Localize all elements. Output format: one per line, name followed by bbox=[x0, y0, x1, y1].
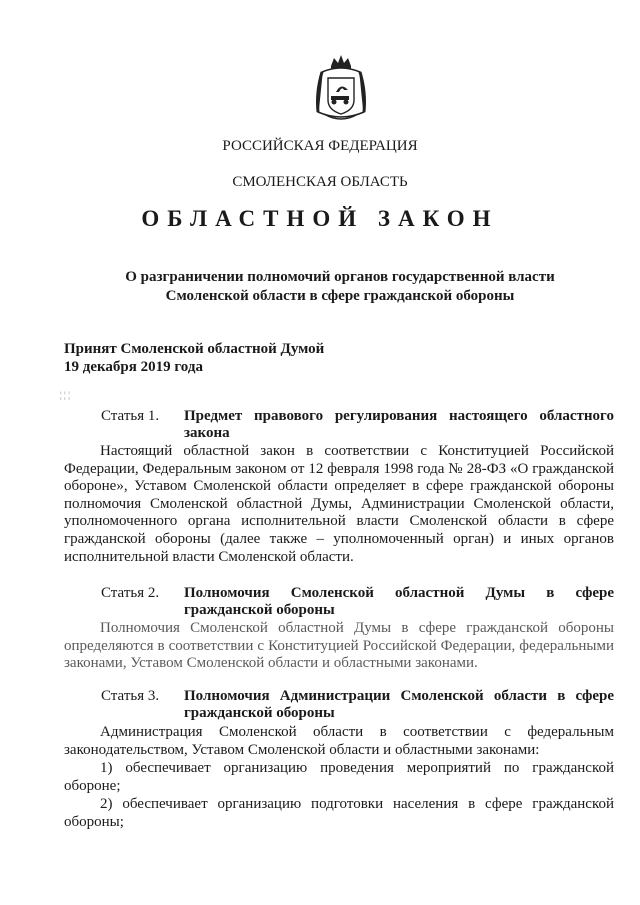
scan-margin-mark: ¦ ¦ ¦ bbox=[60, 390, 70, 400]
article-3-number: Статья 3. bbox=[101, 688, 160, 704]
article-3-paragraph-2: 1) обеспечивает организацию проведения мероприятий по гражданской обороне; bbox=[64, 760, 614, 794]
article-3-title-line-2: гражданской обороны bbox=[184, 705, 335, 721]
coat-of-arms-emblem bbox=[312, 52, 370, 124]
article-2-title-line-2: гражданской обороны bbox=[184, 602, 335, 618]
article-1-title-line-1: Предмет правового регулирования настоящего областного bbox=[184, 408, 614, 424]
article-2-title-line-1: Полномочия Смоленской областной Думы в сфере bbox=[184, 585, 614, 601]
article-2-number: Статья 2. bbox=[101, 585, 160, 601]
article-3-paragraph-3: 2) обеспечивает организацию подготовки населения в сфере гражданской обороны; bbox=[64, 796, 614, 830]
article-1-title-line-2: закона bbox=[184, 425, 230, 441]
article-2-paragraph-1: Полномочия Смоленской областной Думы в сфере гражданской обороны определяются в соответствии с Конституцией Российской Федерации, федеральными законами, Уставом Смоленской области и областными законами. bbox=[64, 620, 614, 672]
adoption-block bbox=[64, 340, 324, 376]
article-3-paragraph-1: Администрация Смоленской области в соответствии с федеральным законодательством, Уставом Смоленской области и областными законами: bbox=[64, 724, 614, 758]
article-2-title bbox=[184, 585, 614, 619]
article-1-number: Статья 1. bbox=[101, 408, 160, 424]
law-title-line-1: О разграничении полномочий органов государственной власти bbox=[125, 269, 555, 285]
law-title-line-2: Смоленской области в сфере гражданской обороны bbox=[165, 288, 515, 304]
country-heading: РОССИЙСКАЯ ФЕДЕРАЦИЯ bbox=[222, 138, 418, 154]
region-heading: СМОЛЕНСКАЯ ОБЛАСТЬ bbox=[232, 174, 408, 190]
article-1-paragraph-1: Настоящий областной закон в соответствии с Конституцией Российской Федерации, Федеральным законом от 12 февраля 1998 года № 28-ФЗ «О гражданской обороне», Уставом Смоленской области определяет в сфере гражданской обороны полномочия Смоленской областной Думы, Администрации Смоленской области, уполномоченного органа исполнительной власти Смоленской области в сфере гражданской обороны (далее также – уполномоченный орган) и иных органов исполнительной власти Смоленской области. bbox=[64, 443, 614, 565]
article-3-title-line-1: Полномочия Администрации Смоленской области в сфере bbox=[184, 688, 614, 704]
article-3-title bbox=[184, 688, 614, 722]
law-title bbox=[40, 268, 640, 306]
adoption-body: Принят Смоленской областной Думой bbox=[64, 341, 325, 357]
article-1-title bbox=[184, 408, 614, 442]
adoption-date: 19 декабря 2019 года bbox=[64, 359, 203, 375]
document-type-heading: ОБЛАСТНОЙ ЗАКОН bbox=[141, 206, 499, 231]
